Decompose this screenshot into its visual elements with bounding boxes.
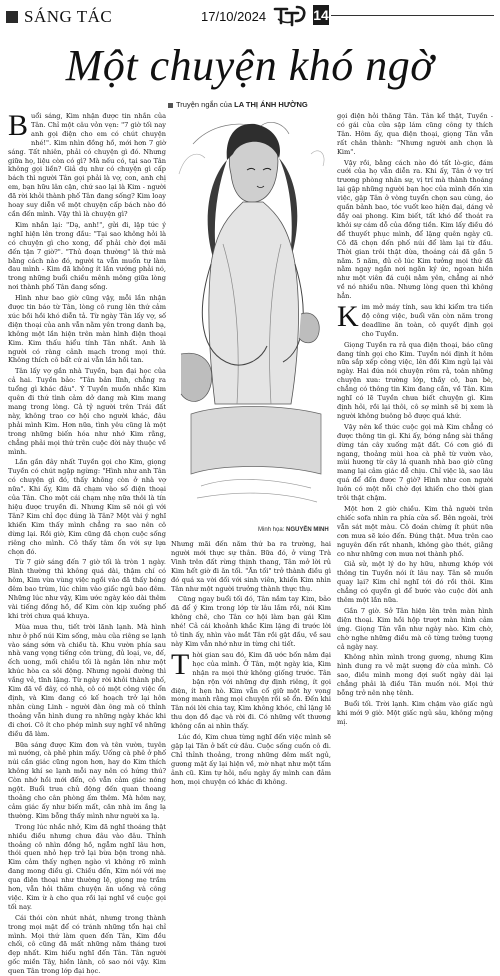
paragraph: Cũng ngay buổi tối đó, Tân nắm tay Kim, bảo đã để ý Kim trong lớp từ lâu lắm rồi, nói Kim không chê, cho Tân cơ hội làm bạn gái Kim nhé! Cả cái khoảnh khắc Kim lặng đi trước lời tỏ tình ấy, nhìn vào mắt Tân rồi gật đầu, về sau này Kim vẫn nhớ như in từng chi tiết. — [171, 595, 331, 648]
drop-cap: T — [171, 647, 190, 681]
paragraph: Vậy nên kể thức cuộc gọi mà Kim chẳng có được thông tin gì. Khi ấy, bóng nắng sài thắng dừng tán cây xuống mặt đất. Có cơn gió đi ngang, thoảng mùi hoa cà phê từ vườn vào, mùi hương từ cây lá quanh nhà bao giờ cũng mang lại cảm giác dễ chịu. Chỉ việc là, sao lâu quá để đến được 7 giờ? Hình như con người luôn có một nỗi chờ đợi khiến cho thời gian trôi thật chậm. — [337, 422, 493, 503]
paragraph: gọi điện hỏi thăng Tân. Tân kể thật, Tuyền - có gái của cửa sập lám cũng công ty thích Tân. Hôm ấy, qua điện thoại, giọng Tân vẫn rất chân thành: "Nhưng người anh chọn là Kim". — [337, 112, 493, 156]
paragraph: Lần gần đây nhất Tuyền gọi cho Kim, giọng Tuyền có chút ngập ngừng: "Hình như anh Tân có chuyện gì đó, thấy không còn ở nhà vợ nữa". Khi ấy, Kim đã chạm vào số điện thoại của Tân. Cho một cái chạm nhẹ nữa thôi là tín hiệu được truyền đi. Nhưng Kim sẽ nói gì với Tân? Kim chỉ đọc đúng là Tân? Một vài ý nghĩ khiến Kim thấy mình chẳng ra sao nên cô dừng lại. Rồi giờ, Kim cũng đã chọn cuộc sống riêng cho mình. Cô thấy tâm ổn với sự lựa chọn đó. — [8, 458, 166, 556]
text-column-1 — [8, 109, 166, 976]
paragraph: Bữa sáng được Kim đơn và tên vườn, tuyên mì nướng, cà phê phin mấy. Uống cà phê ở phố núi cần giác cũng ngon hơn, hay do Kim thích không khí se lạnh mỗi nay nên có hứng thú? Còn nhớ hồi mới đến, cô vẫn cảm giác nóng ngột. Buổi trưa chủ động đến quan thoang thoảng cho cân phòng ấm thêm. Mà hôm nay, cảm giác ấy như biến mất, căn nhà im ắng lạ thường. Kim bỗng thấy mình như người xa lạ. — [8, 740, 166, 820]
byline-author: LA THỊ ÁNH HƯỜNG — [234, 100, 308, 109]
paragraph: Buổi tối. Trời lạnh. Kim chậm vào giấc ngủ khi mới 9 giờ. Một giấc ngủ sâu, không mộng mị. — [337, 700, 493, 726]
page-number: 14 — [313, 7, 329, 23]
paragraph: Tân lấy vợ gần nhà Tuyền, bạn đại học của cả hai. Tuyền bảo: "Tân bản lĩnh, chẳng ra tuổng gì khác đâu". Ý Tuyền muốn nhắc Kim quên đi thứ tình cảm dở dang mà Kim mang mang trong lòng. Cả tỷ người trên Trái đất này, không trao cơ hội cho người khác, đâu phải mình Kim. Hơn nữa, tình yêu cũng là một trong những biến hóa như nhớ Kim rằng, chẳng phải mọi thứ trên cuộc đời này thuộc về mình. — [8, 367, 166, 456]
drop-cap: K — [337, 300, 359, 334]
paragraph: Giọng Tuyền ra rả qua điện thoại, báo cũng đang tính gọi cho Kim. Tuyền nói định ít hôm nữa sắp xếp công việc, lên đồi Kim ngủ lại vài ngày. Hai đứa nói chuyện rôm rả, toàn những chuyện xưa: trường lớp, thầy cô, bạn bè, chẳng có thông tin Kim đang cần, về Tân. Kim nghĩ có lẽ Tuyền chưa biết chuyện gì. Kim định hỏi, rồi lại thôi, cô sợ mình sẽ bị xem là người không buông bỏ được quá khứ. — [337, 340, 493, 420]
paragraph: Kim nhắn lại: "Dạ, anh!", gửi đi, lập tức ý nghĩ hiện lên trong đầu: "Tại sao không hỏi là có chuyện gì cho xong, để phải chờ đợi mãi đến tận 7 giờ?". "Thủ đoạn thường" là thứ mà bằng cách nào đó, người ta vẫn muốn tự làm đau mình - Kim đã không ít lần vướng phải nó, trong những buổi chiều mênh mông giữa lòng nơi thành phố Tân đang sống. — [8, 220, 166, 292]
byline — [168, 100, 308, 109]
header-rule — [331, 15, 494, 16]
paragraph: Trong lúc nhắc nhở, Kim đã nghĩ thoáng thật nhiều điều nhưng chưa đâu vào đâu. Thỉnh thoảng cô nhìn đồng hồ, ngẫm nghĩ lâu hơn, thói quen nhỏ hẹp trở lại bừa bộn trong nhà. Kim cảm thấy nghẹn ngào vì không rõ mình đang mong điều gì. Chiều đến, Kim nói với mẹ qua điện thoại như thường lệ, giọng mẹ trầm hơn, vẫn hỏi thăm chuyện ăn uống và công việc. Kim ừ à cho qua rồi lại nghĩ về cuộc gọi tối nay. — [8, 822, 166, 911]
paragraph: Hình như bao giờ cũng vậy, mỗi lần nhận được tin báo từ Tân, lòng cô rung lên thứ cảm xúc bồi hồi khó diễn tả. Từ ngày Tân lấy vợ, số điện thoại của anh vẫn nằm yên trong danh bạ, không một lần hiện trên màn hình điện thoại Kim. Kim thấu hiểu tính Tân nhất. Anh là người có ràng cảnh mạch trong mọi thứ. Không thích cô bất cứ ai vẫn lần hồi tan. — [8, 294, 166, 365]
paragraph: Lúc đó, Kim chưa từng nghĩ đến việc mình sẽ gặp lại Tân ở bất cứ đâu. Cuộc sống cuốn cô đi. Chỉ thỉnh thoảng, trong những đêm mất ngủ, gương mặt ấy lại hiện về, mờ nhạt như một tấm ảnh cũ. Kim tự hỏi, nếu ngày ấy mình can đảm hơn, mọi chuyện có khác đi không. — [171, 733, 331, 786]
text-column-3 — [337, 112, 493, 774]
illustration-credit: Minh họa: NGUYỄN MINH — [258, 527, 329, 533]
paragraph: Không nhìn mình trong gương, nhưng Kim hình dung ra vẻ mặt sượng đờ của mình. Cô sao, điều mình mong đợi suốt ngày dài lại chẳng phải là điều Tân muốn nói. Mọi thứ bỗng trở nên nhẹ tênh. — [337, 653, 493, 698]
paragraph: Giả sử, một lý do hy hữu, nhưng khớp với thông tin Tuyền nói ít lâu nay. Tân sẽ muốn quay lại? Kim chỉ nghĩ tới đó rồi thôi. Kim chẳng có quyền gì để bước vào cuộc đời anh thêm một lần nữa. — [337, 560, 493, 605]
byline-prefix: Truyện ngắn của — [176, 100, 233, 109]
issue-date: 17/10/2024 — [201, 9, 267, 24]
paragraph: Vậy rồi, bằng cách nào đó tất lò-gic, đám cưới của họ vẫn diễn ra. Khi ấy, Tân ở vợ trí trương phòng nhân sự, vị trí mà thành thoáng lại gặp những người bạn học của mình đến xin việc, gặp Tân ở vòng tuyển chọn sau cùng, áo quần bảnh bao, tóc vuốt keo hiện đại, dáng vẻ đầy oai phong. Kim biết, tất khó để thoát ra khỏi sự cám dỗ của đồng tiền. Kim lấy điều đó để thuyết phục mình, để lặng quên ngày cũ. Cô đã chọn đến phố núi để làm lại từ đầu. Thời gian trôi thật dừa, thoáng cái đã gần 5 năm. 5 năm, đủ cô lúc Kim tưởng mọi thứ đã nằm ngay ngắn nơi ngăn ký ức, ngoan hiền như một viên đá cuội nằm yên, chẳng ai nhớ về nó nhiều nữa. Nhưng lòng quen thì không hẳn. — [337, 158, 493, 301]
magazine-logo-icon — [273, 3, 307, 27]
paragraph: Nhưng mãi đến năm thứ ba ra trường, hai người mới thực sự thân. Bữa đó, ở vùng Trà Vinh trên đất rừng thịnh thang, Tân mở lời rủ Kim hết giờ đi ăn tối. "Ăn tối" trở thành điều gì đó quá xa vời đối với sinh viên, khiến Kim nhìn Tân như một người trưởng thành thực thụ. — [171, 540, 331, 593]
section-name: SÁNG TÁC — [24, 7, 113, 26]
paragraph: Cái thói còn nhút nhát, nhưng trong thành trong mọi mặt để có tránh những tổn hại chỉ mình. Mọi thứ làm quen đến Tân, Kim đều chối, cô cũng đã mất những năm tháng tươi đẹp nhất. Kim hiểu nghĩ đến Tân. Tân người gốc miền Tây, hiền lành, cô sao nói vậy. Kim quen Tân trong lớp đại học. — [8, 913, 166, 976]
byline-marker-icon — [168, 103, 173, 108]
paragraph: Thời gian sau đó, Kim đã ước bốn năm đại học của mình. Ở Tân, một ngày kia, Kim nhận ra mọi thứ không giống trước. Tân bận rộn với những dự định riêng, ít gọi điện, ít hẹn hò. Kim vẫn cố giữ một hy vọng mong manh rằng mọi chuyện rồi sẽ ổn. Đến khi Tân nói lời chia tay, Kim không khóc, chỉ lặng lẽ thu dọn đồ đạc và rời đi. Có những vết thương không cần ai nhìn thấy. — [171, 647, 331, 731]
paragraph: Gần 7 giờ. Sở Tân hiện lên trên màn hình điện thoại. Kim hồi hộp trượt màn hình cảm ứng. Giọng Tân vẫn như ngày nào. Kim chờ, chờ nghe những điều mà cô từng tưởng tượng cả ngày nay. — [337, 606, 493, 651]
drop-cap: B — [8, 109, 29, 142]
paragraph: Từ 7 giờ sáng đến 7 giờ tối là tròn 1 ngày. Bình thường thì không quá dài, thậm chí có hôm, Kim vừa vùng việc ngồi vào đã thấy bóng đêm bao trùm, lúc chìm vào giấc ngủ bao đêm. Những lúc như vậy, Kim ước ngày kéo dài thêm vài tiếng đồng hồ, để Kim còn kịp xuống phố khi trời chưa quá khuya. — [8, 558, 166, 620]
section-marker-icon — [6, 11, 18, 23]
illustration — [171, 114, 331, 522]
paragraph: Mùa mưa thu, tiết trời lãnh lạnh. Mà hình như ở phố núi Kim sống, màu của riêng se lạnh vào sáng sớm và chiều tà. Khu vườn phía sau nhà vang vọng tiếng côn trùng, đủ loại, ve, dế, ếch uong, mối chiều tối là ngân lên như một khúc hòa ca sôi động. Nhưng ngoài đường thì vắng vẻ, tĩnh lặng. Từ ngày rời khỏi thành phố, Kim đã về đây, có nhà, cô có một công việc ổn định, và Kim đang có kế hoạch trở lại hôn nhân cùng Linh - người đàn ông mà cô thỉnh thoảng vẫn hình dung ra những ngày khác khi đi chơi. Cô ít cho phép mình suy nghĩ về những điều đã làm. — [8, 622, 166, 738]
story-title: Một chuyện khó ngờ — [65, 41, 435, 90]
paragraph: Buổi sáng, Kim nhận được tin nhắn của Tân. Chỉ một câu vỏn vẹn: "7 giờ tối nay anh gọi điện cho em có chút chuyện nhé!". Kim nhìn đồng hồ, mới hơn 7 giờ sáng. Tất nhiên, phải có chuyện gì đó. Nhưng giữa họ, liệu còn có gì? Mà nếu có, tại sao Tân không gọi liền? Giả dụ như có chuyện gì cấp bách thì người Tân gọi phải là vợ, con, anh chị em, bạn hữu lân cận, chứ sao lại là Kim - người đã rời khỏi thành phố Tân đang sống? Kim loay hoay suy diễn về một chuyện cấp bách nào đó cần đến mình. Vậy thì là chuyện gì? — [8, 109, 166, 218]
paragraph: Một hơn 2 giờ chiều. Kim thả người trên chiếc sofa nhìn ra phía cửa sổ. Bên ngoài, trời vẫn sát một màu. Cô đoán chừng ít phút nữa cơn mưa sẽ kéo đến. Đúng thật. Mưa trên cao nguyên đến rất nhanh, không gào thét, giằng co như những cơn mưa nơi thành phố. — [337, 504, 493, 558]
paragraph: Kim mở máy tính, sau khi kiểm tra tiến độ công việc, buổi văn còn năm trong deadline ăn toàn, cô quyết định gọi cho Tuyền. — [337, 300, 493, 338]
text-column-2 — [171, 540, 331, 786]
page-header — [0, 0, 500, 30]
